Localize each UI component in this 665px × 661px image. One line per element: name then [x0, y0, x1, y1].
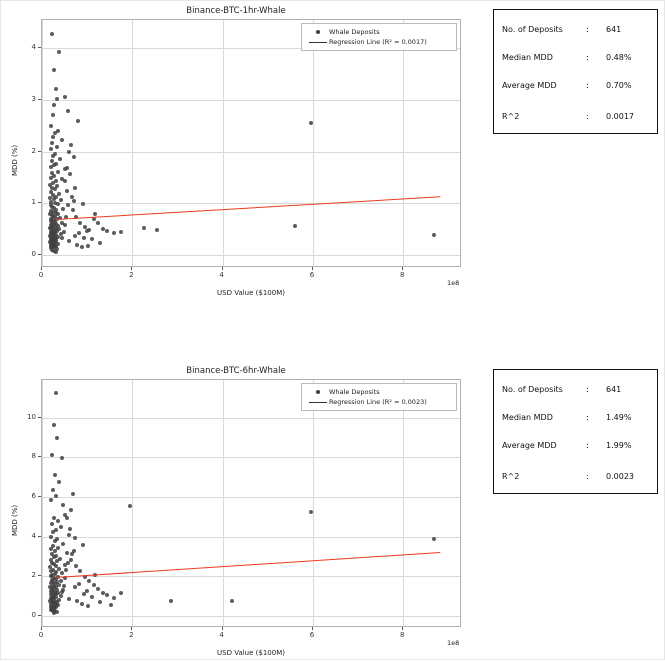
scatter-point	[56, 202, 60, 206]
scatter-point	[81, 202, 85, 206]
legend-row-scatter	[307, 387, 451, 397]
scatter-point	[66, 203, 70, 207]
y-axis-label-1hr: MDD (%)	[11, 144, 19, 176]
scatter-point	[77, 231, 81, 235]
scatter-point	[52, 423, 56, 427]
stats-separator: :	[586, 24, 589, 34]
scatter-point	[93, 212, 97, 216]
scatter-point	[56, 519, 60, 523]
legend-6hr	[301, 383, 457, 411]
scatter-point	[293, 224, 297, 228]
scatter-point	[67, 150, 71, 154]
scatter-point	[49, 165, 53, 169]
scatter-point	[49, 547, 53, 551]
scatter-point	[69, 558, 73, 562]
scatter-point	[92, 583, 96, 587]
scatter-point	[57, 480, 61, 484]
scatter-point	[63, 95, 67, 99]
scatter-point	[67, 597, 71, 601]
scatter-point	[75, 599, 79, 603]
y-tick-mark	[38, 536, 41, 537]
y-tick-mark	[38, 575, 41, 576]
y-tick-label: 2	[31, 146, 36, 155]
x-tick-mark	[402, 627, 403, 630]
line-marker-icon	[307, 42, 329, 43]
y-tick-label: 3	[31, 95, 36, 104]
scatter-point	[49, 124, 53, 128]
scatter-point	[112, 596, 116, 600]
y-tick-mark	[38, 456, 41, 457]
scatter-point	[49, 498, 53, 502]
scatter-point	[230, 599, 234, 603]
gridline-vertical	[313, 20, 314, 266]
scatter-point	[69, 143, 73, 147]
scatter-point	[61, 542, 65, 546]
x-tick-mark	[131, 627, 132, 630]
scatter-point	[59, 198, 63, 202]
scatter-point	[53, 187, 57, 191]
y-tick-label: 1	[31, 198, 36, 207]
scatter-point	[109, 603, 113, 607]
scatter-marker-icon	[307, 390, 329, 394]
x-axis-offset-1hr: 1e8	[447, 279, 460, 287]
scatter-point	[65, 551, 69, 555]
scatter-point	[86, 244, 90, 248]
stats-row	[494, 105, 657, 127]
scatter-point	[54, 87, 58, 91]
scatter-point	[62, 584, 66, 588]
y-tick-mark	[38, 615, 41, 616]
stats-value: 0.70%	[606, 80, 632, 90]
stats-row	[494, 46, 657, 68]
x-tick-mark	[222, 627, 223, 630]
chart-title-6hr: Binance-BTC-6hr-Whale	[186, 366, 286, 376]
scatter-point	[78, 221, 82, 225]
scatter-point	[73, 186, 77, 190]
gridline-horizontal	[42, 537, 460, 538]
scatter-point	[52, 103, 56, 107]
scatter-point	[309, 121, 313, 125]
y-tick-mark	[38, 254, 41, 255]
x-tick-label: 8	[400, 631, 405, 639]
x-tick-label: 0	[38, 631, 44, 639]
scatter-point	[105, 229, 109, 233]
gridline-horizontal	[42, 418, 460, 419]
x-tick-mark	[402, 267, 403, 270]
scatter-point	[81, 543, 85, 547]
scatter-point	[87, 579, 91, 583]
stats-key: R^2	[502, 471, 520, 481]
scatter-point	[53, 539, 57, 543]
scatter-point	[85, 229, 89, 233]
scatter-point	[60, 236, 64, 240]
stats-row	[494, 465, 657, 487]
scatter-point	[68, 172, 72, 176]
scatter-point	[169, 599, 173, 603]
x-tick-mark	[41, 627, 42, 630]
scatter-point	[58, 157, 62, 161]
scatter-marker-icon	[307, 30, 329, 34]
legend-label-scatter: Whale Deposits	[329, 388, 380, 396]
regression-line	[56, 196, 440, 220]
stats-row	[494, 406, 657, 428]
scatter-point	[54, 250, 58, 254]
y-tick-label: 0	[31, 611, 36, 620]
line-marker-icon	[307, 402, 329, 403]
scatter-point	[309, 510, 313, 514]
scatter-point	[51, 154, 55, 158]
y-tick-mark	[38, 417, 41, 418]
scatter-point	[66, 561, 70, 565]
stats-separator: :	[586, 52, 589, 62]
scatter-point	[75, 243, 79, 247]
scatter-point	[142, 226, 146, 230]
x-tick-label: 4	[219, 271, 224, 279]
stats-key: Average MDD	[502, 440, 557, 450]
x-tick-mark	[41, 267, 42, 270]
stats-key: No. of Deposits	[502, 384, 563, 394]
scatter-point	[101, 227, 105, 231]
scatter-point	[63, 179, 67, 183]
y-tick-label: 0	[31, 250, 36, 259]
scatter-point	[76, 119, 80, 123]
scatter-point	[53, 131, 57, 135]
x-tick-label: 2	[129, 631, 134, 639]
scatter-point	[67, 533, 71, 537]
scatter-point	[64, 568, 68, 572]
gridline-horizontal	[42, 255, 460, 256]
x-tick-mark	[131, 267, 132, 270]
stats-row	[494, 378, 657, 400]
scatter-point	[82, 236, 86, 240]
scatter-point	[51, 135, 55, 139]
stats-key: Median MDD	[502, 412, 553, 422]
scatter-point	[119, 591, 123, 595]
scatter-point	[60, 571, 64, 575]
gridline-horizontal	[42, 497, 460, 498]
stats-value: 0.48%	[606, 52, 632, 62]
x-tick-mark	[222, 267, 223, 270]
scatter-point	[55, 436, 59, 440]
stats-value: 0.0017	[606, 111, 634, 121]
stats-value: 1.99%	[606, 440, 632, 450]
scatter-point	[90, 595, 94, 599]
gridline-horizontal	[42, 152, 460, 153]
scatter-point	[98, 600, 102, 604]
scatter-point	[65, 516, 69, 520]
scatter-point	[80, 245, 84, 249]
scatter-point	[96, 587, 100, 591]
scatter-point	[71, 492, 75, 496]
scatter-point	[96, 221, 100, 225]
scatter-point	[128, 504, 132, 508]
stats-separator: :	[586, 80, 589, 90]
stats-separator: :	[586, 384, 589, 394]
scatter-point	[432, 537, 436, 541]
scatter-point	[52, 611, 56, 615]
stats-separator: :	[586, 471, 589, 481]
stats-key: Average MDD	[502, 80, 557, 90]
x-tick-label: 6	[309, 631, 315, 639]
scatter-point	[67, 239, 71, 243]
stats-value: 641	[606, 384, 622, 394]
stats-value: 0.0023	[606, 471, 634, 481]
gridline-horizontal	[42, 203, 460, 204]
scatter-point	[74, 564, 78, 568]
y-axis-label-6hr: MDD (%)	[11, 504, 19, 536]
scatter-point	[51, 488, 55, 492]
plot-area-6hr	[41, 379, 461, 627]
scatter-point	[60, 456, 64, 460]
stats-key: Median MDD	[502, 52, 553, 62]
scatter-point	[98, 241, 102, 245]
gridline-horizontal	[42, 457, 460, 458]
scatter-point	[60, 138, 64, 142]
scatter-point	[72, 155, 76, 159]
y-tick-label: 2	[31, 571, 36, 580]
scatter-point	[155, 228, 159, 232]
gridline-vertical	[223, 20, 224, 266]
scatter-point	[70, 552, 74, 556]
scatter-point	[119, 230, 123, 234]
chart-title-1hr: Binance-BTC-1hr-Whale	[186, 6, 286, 16]
scatter-point	[69, 508, 73, 512]
y-tick-mark	[38, 202, 41, 203]
y-tick-mark	[38, 151, 41, 152]
scatter-point	[71, 208, 75, 212]
scatter-point	[59, 525, 63, 529]
scatter-point	[49, 147, 53, 151]
y-tick-mark	[38, 99, 41, 100]
gridline-vertical	[42, 20, 43, 266]
x-tick-label: 8	[400, 271, 405, 279]
scatter-point	[61, 503, 65, 507]
stats-row	[494, 74, 657, 96]
legend-row-scatter	[307, 27, 451, 37]
scatter-point	[55, 145, 59, 149]
scatter-point	[73, 234, 77, 238]
legend-label-scatter: Whale Deposits	[329, 28, 380, 36]
x-tick-label: 2	[129, 271, 134, 279]
scatter-point	[112, 231, 116, 235]
scatter-point	[70, 195, 74, 199]
stats-row	[494, 18, 657, 40]
y-tick-label: 4	[31, 531, 36, 540]
x-tick-label: 0	[38, 271, 44, 279]
scatter-point	[73, 585, 77, 589]
scatter-point	[432, 233, 436, 237]
scatter-point	[55, 97, 59, 101]
stats-key: R^2	[502, 111, 520, 121]
stats-key: No. of Deposits	[502, 24, 563, 34]
scatter-point	[105, 593, 109, 597]
legend-1hr	[301, 23, 457, 51]
scatter-point	[66, 109, 70, 113]
scatter-point	[90, 237, 94, 241]
scatter-point	[86, 604, 90, 608]
legend-label-regression: Regression Line (R² = 0.0017)	[329, 38, 427, 46]
y-tick-mark	[38, 496, 41, 497]
plot-area-1hr	[41, 19, 461, 267]
stats-box-6hr	[493, 369, 658, 494]
x-axis-label-1hr: USD Value ($100M)	[217, 289, 285, 297]
y-tick-label: 4	[31, 43, 36, 52]
x-axis-offset-6hr: 1e8	[447, 639, 460, 647]
chart-block-6hr	[1, 361, 634, 661]
x-axis-label-6hr: USD Value ($100M)	[217, 649, 285, 657]
y-tick-label: 8	[31, 452, 36, 461]
gridline-horizontal	[42, 576, 460, 577]
scatter-point	[50, 141, 54, 145]
scatter-point	[56, 170, 60, 174]
scatter-point	[63, 223, 67, 227]
x-tick-mark	[312, 267, 313, 270]
stats-value: 1.49%	[606, 412, 632, 422]
scatter-point	[68, 527, 72, 531]
scatter-point	[57, 192, 61, 196]
regression-line	[56, 552, 440, 578]
scatter-point	[54, 391, 58, 395]
scatter-point	[60, 590, 64, 594]
legend-row-regression	[307, 397, 451, 407]
stats-value: 641	[606, 24, 622, 34]
y-tick-mark	[38, 47, 41, 48]
scatter-point	[53, 473, 57, 477]
scatter-point	[51, 530, 55, 534]
gridline-horizontal	[42, 616, 460, 617]
scatter-point	[51, 113, 55, 117]
scatter-point	[61, 207, 65, 211]
scatter-point	[65, 166, 69, 170]
scatter-point	[101, 591, 105, 595]
y-tick-label: 6	[31, 492, 36, 501]
stats-box-1hr	[493, 9, 658, 134]
stats-separator: :	[586, 412, 589, 422]
chart-block-1hr	[1, 1, 634, 301]
y-tick-label: 10	[27, 412, 36, 421]
gridline-vertical	[132, 20, 133, 266]
scatter-point	[62, 230, 66, 234]
x-tick-label: 4	[219, 631, 224, 639]
scatter-point	[82, 592, 86, 596]
scatter-point	[80, 602, 84, 606]
scatter-point	[78, 569, 82, 573]
gridline-vertical	[403, 20, 404, 266]
scatter-point	[65, 189, 69, 193]
x-tick-label: 6	[309, 271, 315, 279]
legend-row-regression	[307, 37, 451, 47]
scatter-point	[77, 582, 81, 586]
scatter-point	[50, 32, 54, 36]
stats-row	[494, 434, 657, 456]
x-tick-mark	[312, 627, 313, 630]
stats-separator: :	[586, 111, 589, 121]
legend-label-regression: Regression Line (R² = 0.0023)	[329, 398, 427, 406]
scatter-point	[52, 68, 56, 72]
stats-separator: :	[586, 440, 589, 450]
scatter-point	[50, 522, 54, 526]
scatter-point	[57, 50, 61, 54]
scatter-point	[73, 536, 77, 540]
gridline-horizontal	[42, 100, 460, 101]
